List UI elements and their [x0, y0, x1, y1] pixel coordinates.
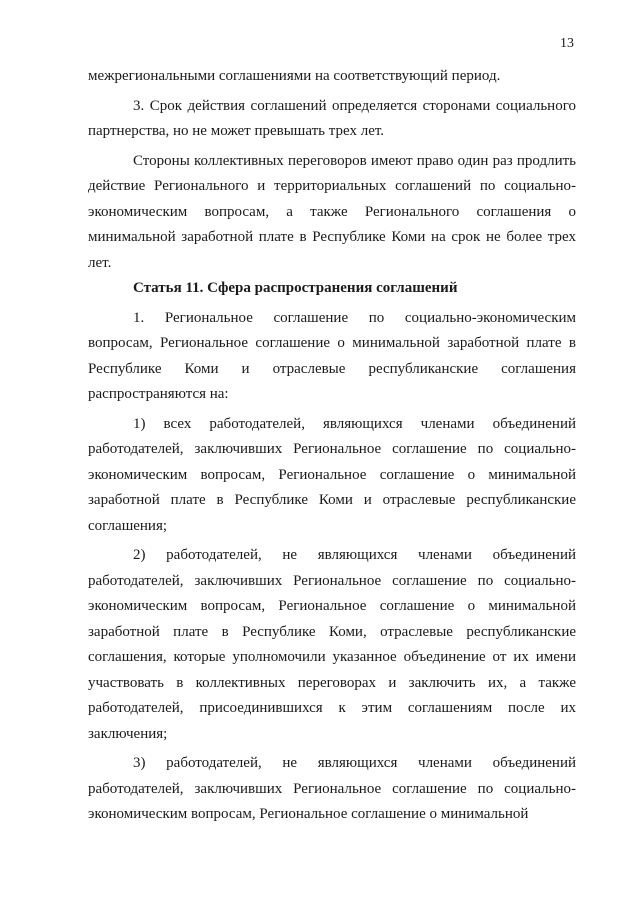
paragraph-extension-right: Стороны коллективных переговоров имеют право один раз продлить действие Регионального и территориальных соглашений по социально-экономическим вопросам, а также Регионального соглашения о минимальной заработной плате в Республике Коми на срок не более трех лет.	[88, 152, 576, 271]
list-item-1: 1) всех работодателей, являющихся членами объединений работодателей, заключивших Региональное соглашение по социально-экономическим вопросам, Региональное соглашение о минимальной заработной плате в Республике Коми и отраслевые республиканские соглашения;	[88, 415, 576, 534]
paragraph-scope-intro: 1. Региональное соглашение по социально-экономическим вопросам, Региональное соглашение о минимальной заработной плате в Республике Коми и отраслевые республиканские соглашения распространяются на:	[88, 309, 576, 402]
article-heading: Статья 11. Сфера распространения соглашений	[133, 280, 458, 296]
list-item-2: 2) работодателей, не являющихся членами объединений работодателей, заключивших Региональное соглашение по социально-экономическим вопросам, Региональное соглашение о минимальной заработной плате в Республике Коми, отраслевые республиканские соглашения, которые уполномочили указанное объединение от их имени участвовать в коллективных переговорах и заключить их, а также работодателей, присоединившихся к этим соглашениям после их заключения;	[88, 547, 576, 742]
paragraph-term-duration: 3. Срок действия соглашений определяется сторонами социального партнерства, но не может превышать трех лет.	[88, 97, 576, 139]
list-item-3: 3) работодателей, не являющихся членами объединений работодателей, заключивших Региональное соглашение по социально-экономическим вопросам, Региональное соглашение о минимальной	[88, 755, 576, 822]
document-body	[88, 64, 576, 828]
paragraph-continuation: межрегиональными соглашениями на соответствующий период.	[88, 68, 501, 84]
page-number: 13	[560, 36, 574, 51]
